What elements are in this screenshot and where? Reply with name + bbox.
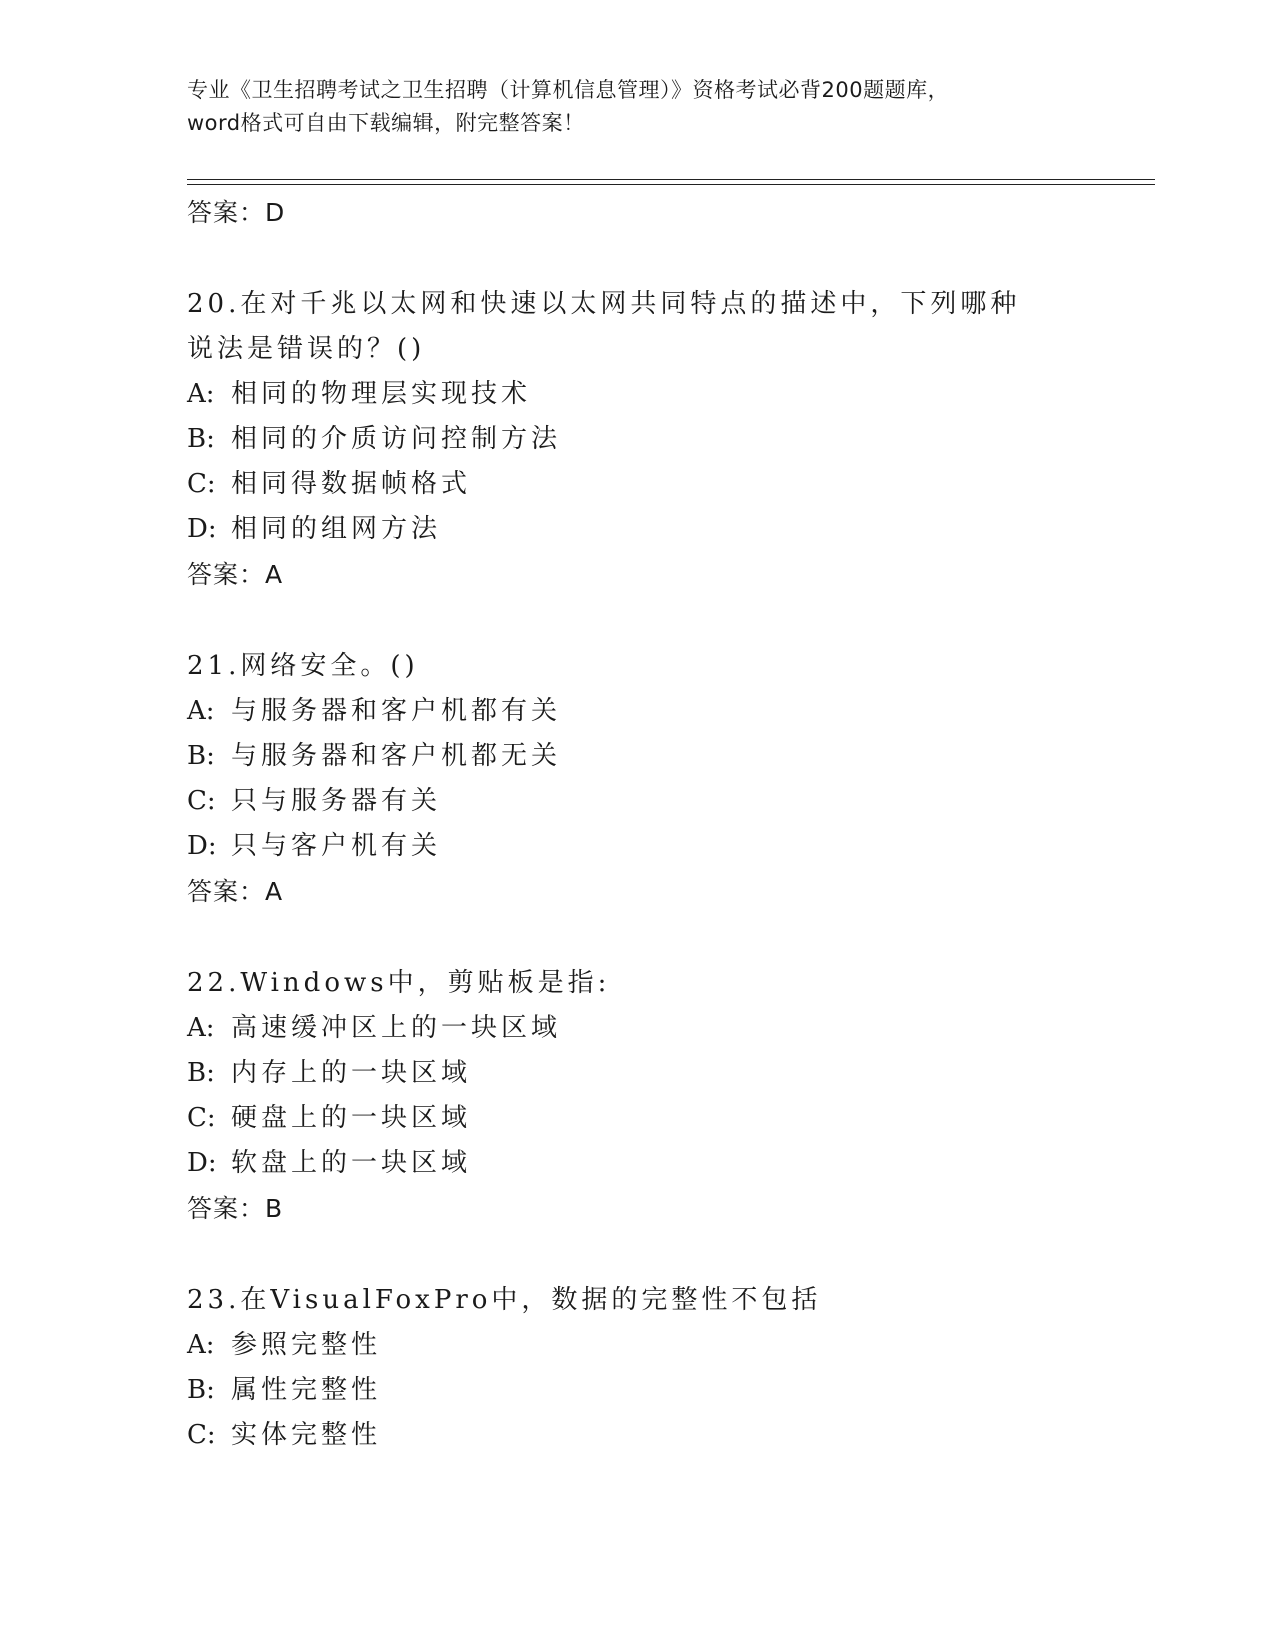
option-item [187,1413,1147,1458]
option-item [187,734,1147,779]
option-text: 实体完整性 [231,1420,382,1450]
option-key: B: [187,1058,215,1088]
option-text: 相同的物理层实现技术 [231,379,532,409]
option-text: 属性完整性 [231,1375,382,1405]
option-key: D: [187,514,217,544]
option-key: C: [187,786,216,816]
question-text: 23.在VisualFoxPro中，数据的完整性不包括 [187,1285,822,1315]
option-text: 只与客户机有关 [231,831,442,861]
option-key: C: [187,1103,216,1133]
answer-line: 答案：B [187,1194,284,1223]
option-text: 参照完整性 [231,1330,382,1360]
header-title-line-2: word格式可自由下载编辑，附完整答案！ [187,111,585,135]
option-item [187,779,1147,824]
option-item [187,1368,1147,1413]
option-item [187,417,1147,462]
option-text: 高速缓冲区上的一块区域 [231,1013,562,1043]
option-key: B: [187,1375,215,1405]
question-block [187,644,1147,915]
question-list [187,190,1147,1458]
question-block [187,961,1147,1232]
option-key: A: [187,379,215,409]
question-text: 20.在对千兆以太网和快速以太网共同特点的描述中，下列哪种说法是错误的？() [187,289,1021,364]
option-item [187,372,1147,417]
document-header [187,74,1087,140]
option-item [187,824,1147,869]
option-text: 内存上的一块区域 [231,1058,472,1088]
option-item [187,1006,1147,1051]
option-key: C: [187,469,216,499]
question-text: 21.网络安全。() [187,651,419,681]
option-key: C: [187,1420,216,1450]
header-title-line-1: 专业《卫生招聘考试之卫生招聘（计算机信息管理）》资格考试必背200题题库， [187,78,950,102]
option-item [187,507,1147,552]
option-item [187,1323,1147,1368]
option-key: D: [187,831,217,861]
option-key: B: [187,741,215,771]
option-item [187,462,1147,507]
option-item [187,1051,1147,1096]
option-item [187,1141,1147,1186]
option-text: 相同得数据帧格式 [231,469,472,499]
option-item [187,689,1147,734]
option-text: 硬盘上的一块区域 [231,1103,472,1133]
header-divider-top [187,179,1155,180]
question-block [187,1278,1147,1458]
option-text: 只与服务器有关 [231,786,442,816]
question-text: 22.Windows中，剪贴板是指: [187,968,611,998]
header-divider-bottom [187,184,1155,185]
answer-line: 答案：D [187,198,286,227]
option-text: 与服务器和客户机都有关 [231,696,562,726]
option-key: A: [187,1330,215,1360]
option-key: B: [187,424,215,454]
option-key: A: [187,696,215,726]
option-text: 与服务器和客户机都无关 [231,741,562,771]
option-item [187,1096,1147,1141]
option-text: 相同的组网方法 [231,514,442,544]
answer-line: 答案：A [187,877,284,906]
answer-line: 答案：A [187,560,284,589]
option-text: 软盘上的一块区域 [231,1148,472,1178]
question-block [187,282,1147,598]
option-key: D: [187,1148,217,1178]
option-text: 相同的介质访问控制方法 [231,424,562,454]
option-key: A: [187,1013,215,1043]
